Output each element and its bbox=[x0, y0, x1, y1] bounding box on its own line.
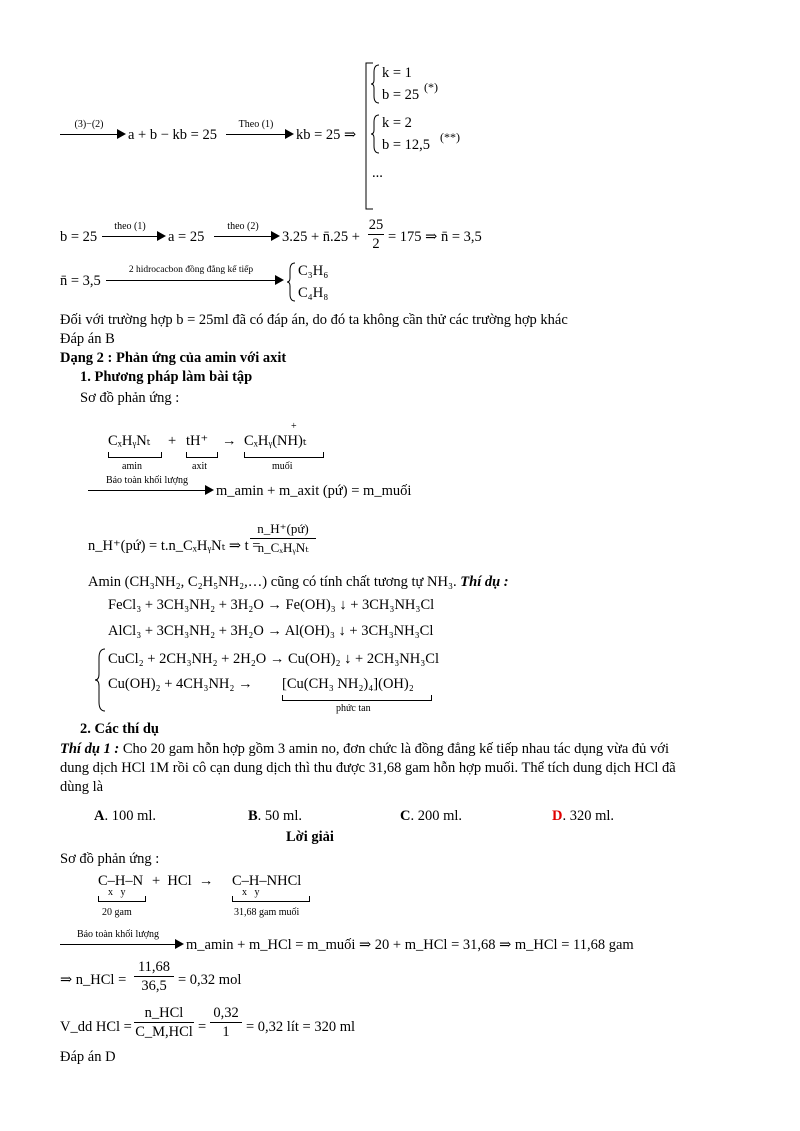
arrow-bao-toan-2: Bảo toàn khối lượng bbox=[60, 928, 184, 954]
case2-mark: (**) bbox=[440, 130, 460, 144]
complex-label: phức tan bbox=[336, 703, 371, 714]
v-hcl-eq: = bbox=[198, 1019, 207, 1035]
answer-b: Đáp án B bbox=[60, 331, 115, 347]
scheme2-salt-underbrace bbox=[232, 896, 310, 902]
scheme-plus: + bbox=[168, 433, 177, 449]
mass-cons-eq: m_amin + m_axit (pứ) = m_muối bbox=[216, 483, 412, 499]
a-equals-25: a = 25 bbox=[168, 229, 205, 245]
scheme-salt: CₓHᵧ(NH)ₜ bbox=[244, 433, 307, 449]
expr-3-25: 3.25 + n̄.25 + bbox=[282, 229, 360, 245]
arrow-theo-2: theo (2) bbox=[214, 220, 280, 246]
acid-label: axit bbox=[192, 461, 207, 472]
examples-heading: 2. Các thí dụ bbox=[80, 721, 159, 737]
mass2-eq: m_amin + m_HCl = m_muối ⇒ 20 + m_HCl = 31,68 ⇒ m_HCl = 11,68 gam bbox=[186, 937, 634, 953]
v-hcl-right: = 0,32 lít = 320 ml bbox=[246, 1019, 355, 1035]
option-c4h8: C₄H₈ bbox=[298, 285, 329, 301]
n-hcl-right: = 0,32 mol bbox=[178, 972, 242, 988]
option-c[interactable]: C. 200 ml. bbox=[400, 808, 463, 824]
amine-label: amin bbox=[122, 461, 142, 472]
option-a[interactable]: A. 100 ml. bbox=[94, 808, 157, 824]
scheme2-amine-underbrace bbox=[98, 896, 146, 902]
ex1-label: Thí dụ 1 : bbox=[60, 741, 120, 757]
v-hcl-fraction-1: n_HCl C_M,HCl bbox=[135, 1005, 193, 1040]
scheme2-plus-hcl: + HCl → bbox=[152, 873, 214, 889]
expr-kb: kb = 25 ⇒ bbox=[296, 127, 357, 143]
scheme2-amine: C‒H‒N bbox=[98, 873, 144, 889]
case1-brace bbox=[370, 64, 380, 104]
salt-label: muối bbox=[272, 461, 293, 472]
nh-fraction: n_H⁺(pứ) n_CₓHᵧNₜ bbox=[250, 520, 316, 557]
v-hcl-left: V_dd HCl = bbox=[60, 1019, 132, 1035]
scheme-label: Sơ đồ phản ứng : bbox=[80, 390, 180, 406]
scheme2-amine-sub: x y bbox=[108, 887, 126, 898]
ex1-text-2: dung dịch HCl 1M rồi cô cạn dung dịch thì thu được 31,68 gam hỗn hợp muối. Thể tích dung dịch HCl đã bbox=[60, 760, 676, 776]
hydrocarbon-brace bbox=[286, 262, 296, 302]
n-hcl-fraction: $\frac{11,68}{36,5}$ bbox=[134, 958, 174, 995]
answer-d: Đáp án D bbox=[60, 1049, 116, 1065]
ex1-text-1: Cho 20 gam hỗn hợp gồm 3 amin no, đơn chức là đồng đẳng kế tiếp nhau tác dụng vừa đủ với bbox=[122, 741, 669, 757]
fraction-25-2: $\frac{25}{2}$ bbox=[368, 217, 384, 252]
case1-k: k = 1 bbox=[382, 65, 412, 81]
complex-formula: [Cu(CH₃ NH₂)₄](OH)₂ bbox=[282, 676, 414, 692]
note-text: Đối với trường hợp b = 25ml đã có đáp án, do đó ta không cần thử các trường hợp khác bbox=[60, 312, 568, 328]
case2-k: k = 2 bbox=[382, 115, 412, 131]
ex1-text-3: dùng là bbox=[60, 779, 104, 795]
method-heading: 1. Phương pháp làm bài tập bbox=[80, 369, 253, 385]
n-hcl-left: ⇒ n_HCl = bbox=[60, 972, 127, 988]
example-label: Thí dụ : bbox=[460, 574, 509, 590]
case2-b: b = 12,5 bbox=[382, 137, 431, 153]
arrow-hidrocacbon: 2 hidrocacbon đồng đẳng kế tiếp bbox=[106, 264, 284, 290]
nh-eq-left: n_H⁺(pứ) = t.n_CₓHᵧNₜ ⇒ t = bbox=[88, 538, 261, 554]
scheme2-salt: C‒H‒NHCl bbox=[232, 873, 302, 889]
amine-similar-text: Amin (CH₃NH₂, C₂H₅NH₂,…) cũng có tính chất tương tự NH₃. bbox=[88, 574, 457, 590]
dang2-title: Dạng 2 : Phản ứng của amin với axit bbox=[60, 350, 287, 366]
case1-b: b = 25 bbox=[382, 87, 420, 103]
option-b[interactable]: B. 50 ml. bbox=[248, 808, 302, 824]
arrow-theo-1: Theo (1) bbox=[226, 118, 294, 144]
scheme2-label: Sơ đồ phản ứng : bbox=[60, 851, 160, 867]
expr-a-b-kb: a + b − kb = 25 bbox=[128, 127, 217, 143]
v-hcl-fraction-2: $\frac{0,32}{1}$ bbox=[210, 1004, 242, 1041]
expr-175: = 175 ⇒ n̄ = 3,5 bbox=[388, 229, 482, 245]
reaction-cucl2: CuCl₂ + 2CH₃NH₂ + 2H₂O → Cu(OH)₂ ↓ + 2CH₃NH₃Cl bbox=[108, 651, 440, 667]
scheme2-amine-label: 20 gam bbox=[102, 907, 132, 918]
arrow-3-2: (3)−(2) bbox=[60, 118, 126, 144]
cu-brace bbox=[94, 648, 106, 712]
option-c3h6: C₃H₆ bbox=[298, 263, 329, 279]
case1-mark: (*) bbox=[424, 80, 438, 94]
arrow-bao-toan-1: Bảo toàn khối lượng bbox=[88, 474, 214, 500]
reaction-cuoh2: Cu(OH)₂ + 4CH₃NH₂ → bbox=[108, 676, 253, 692]
scheme2-salt-sub: x y bbox=[242, 887, 260, 898]
reaction-fecl3: FeCl₃ + 3CH₃NH₂ + 3H₂O → Fe(OH)₃ ↓ + 3CH₃NH₃Cl bbox=[108, 597, 435, 613]
arrow-theo-1b: theo (1) bbox=[102, 220, 166, 246]
scheme-arrow: → bbox=[222, 433, 237, 449]
scheme-acid: tH⁺ bbox=[186, 433, 209, 449]
option-d[interactable]: D. 320 ml. bbox=[552, 808, 615, 824]
reaction-alcl3: AlCl₃ + 3CH₃NH₂ + 3H₂O → Al(OH)₃ ↓ + 3CH₃NH₃Cl bbox=[108, 623, 434, 639]
case2-brace bbox=[370, 114, 380, 154]
case-more: ... bbox=[372, 165, 383, 181]
scheme2-salt-label: 31,68 gam muối bbox=[234, 907, 300, 918]
b-equals-25: b = 25 bbox=[60, 229, 98, 245]
scheme-amine: CₓHᵧNₜ bbox=[108, 433, 151, 449]
n-equals-3-5: n̄ = 3,5 bbox=[60, 273, 101, 289]
solution-heading: Lời giải bbox=[286, 829, 334, 845]
salt-plus-charge: + bbox=[291, 421, 297, 432]
